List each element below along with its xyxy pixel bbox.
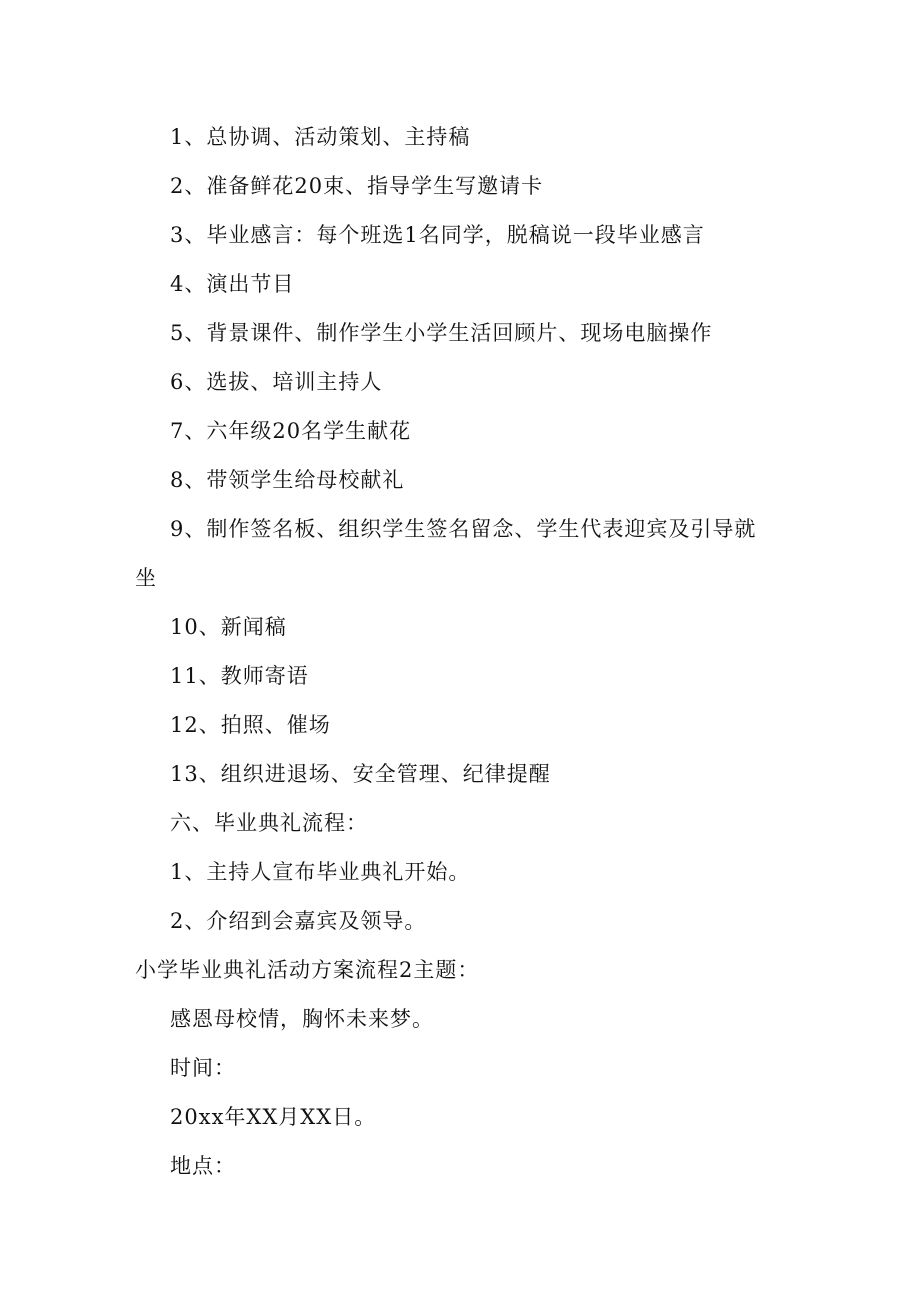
task-item-8: 8、带领学生给母校献礼 [170,468,405,492]
location-label: 地点： [170,1154,236,1178]
task-item-9: 9、制作签名板、组织学生签名留念、学生代表迎宾及引导就 [170,517,757,541]
time-value: 20xx年XX月XX日。 [170,1105,377,1129]
task-item-1: 1、总协调、活动策划、主持稿 [170,125,471,149]
task-item-10: 10、新闻稿 [170,615,287,639]
section-heading-ceremony-flow: 六、毕业典礼流程： [170,811,368,835]
theme-text: 感恩母校情，胸怀未来梦。 [170,1007,434,1031]
task-item-3: 3、毕业感言：每个班选1名同学，脱稿说一段毕业感言 [170,223,705,247]
task-item-11: 11、教师寄语 [170,664,309,688]
flow-step-1: 1、主持人宣布毕业典礼开始。 [170,860,471,884]
plan-2-theme-heading: 小学毕业典礼活动方案流程2主题： [135,958,480,982]
time-label: 时间： [170,1056,236,1080]
task-item-4: 4、演出节目 [170,272,295,296]
task-item-5: 5、背景课件、制作学生小学生活回顾片、现场电脑操作 [170,321,713,345]
task-item-6: 6、选拔、培训主持人 [170,370,383,394]
task-item-12: 12、拍照、催场 [170,713,331,737]
task-item-2: 2、准备鲜花20束、指导学生写邀请卡 [170,174,544,198]
task-item-7: 7、六年级20名学生献花 [170,419,412,443]
task-item-9-continuation: 坐 [135,566,157,590]
task-item-13: 13、组织进退场、安全管理、纪律提醒 [170,762,551,786]
flow-step-2: 2、介绍到会嘉宾及领导。 [170,909,427,933]
